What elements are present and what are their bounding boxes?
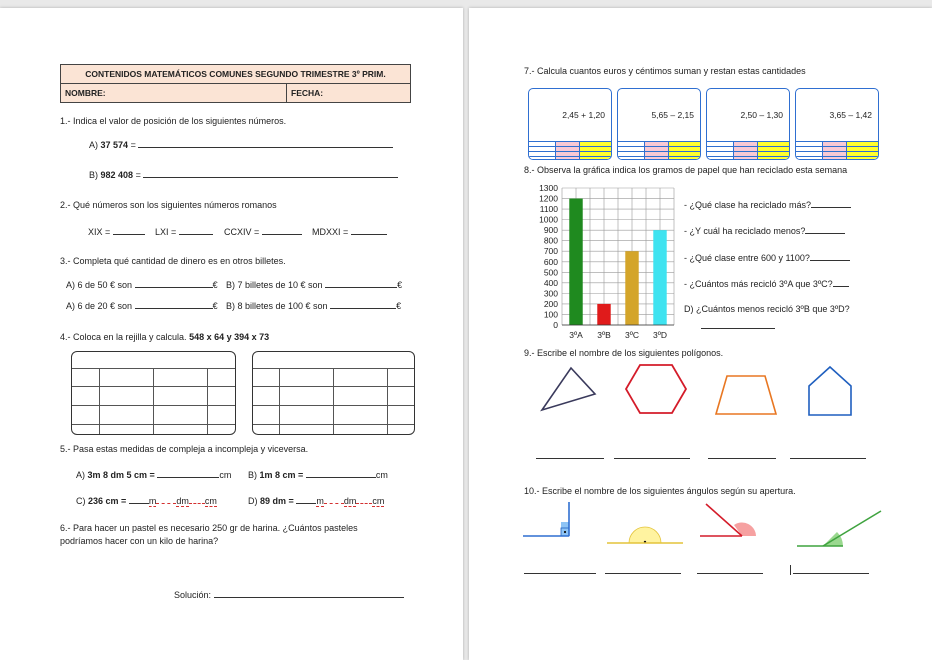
q7-prompt: 7.- Calcula cuantos euros y céntimos suman y restan estas cantidades [524, 66, 806, 76]
pentagon-shape [807, 364, 855, 418]
q5-d: D) 89 dm = m dm cm [248, 496, 385, 506]
right-angle-figure [521, 500, 579, 552]
q10-answer-line[interactable] [524, 573, 596, 574]
q9-answer-line[interactable] [790, 458, 866, 459]
q9-prompt: 9.- Escribe el nombre de los siguientes polígonos. [524, 348, 724, 358]
q3-row1-b: B) 7 billetes de 10 € son € [226, 280, 403, 290]
q8-question-3: - ¿Qué clase entre 600 y 1100? [684, 253, 850, 263]
q5-c: C) 236 cm = m dm cm [76, 496, 217, 506]
chart-y-tick-label: 300 [543, 288, 558, 299]
acute-angle-figure [795, 508, 885, 548]
q1-a-eq: = [130, 140, 136, 150]
q1-a-label: A) [89, 140, 98, 150]
chart-y-tick-label: 500 [543, 267, 558, 278]
q3-row1-a: A) 6 de 50 € son € [66, 280, 218, 290]
q8-answer-line[interactable] [811, 207, 851, 208]
q1-b-number: 982 408 [100, 170, 134, 180]
multiplication-grid-2[interactable] [252, 351, 415, 435]
q6-prompt-line-1: 6.- Para hacer un pastel es necesario 250 gr de harina. ¿Cuántos pasteles [60, 523, 358, 533]
q8-answer-line[interactable] [805, 233, 845, 234]
calc-box-4[interactable] [795, 88, 879, 160]
q3-answer-line[interactable] [330, 308, 396, 309]
chart-y-tick-label: 1100 [539, 204, 558, 215]
q1-a-number: 37 574 [100, 140, 129, 150]
calc-box-operation: 2,50 – 1,30 [707, 89, 789, 142]
q2-item-3: CCXIV = [224, 227, 302, 237]
q8-question-4: - ¿Cuántos más recicló 3ºA que 3ºC? [684, 279, 849, 289]
hexagon-shape [623, 363, 689, 415]
q3-row2-a: A) 6 de 20 € son € [66, 301, 218, 311]
q5-answer-line[interactable] [157, 477, 219, 478]
q9-answer-line[interactable] [536, 458, 604, 459]
q4-prompt: 4.- Coloca en la rejilla y calcula. 548 x 64 y 394 x 73 [60, 332, 270, 342]
q1-b-eq: = [135, 170, 141, 180]
triangle-shape [539, 364, 599, 414]
q5-b: B) 1m 8 cm = cm [248, 470, 388, 480]
q8-answer-line[interactable] [833, 286, 849, 287]
q2-item-2: LXI = [155, 227, 213, 237]
worksheet-page-1 [0, 8, 463, 660]
q2-answer-line[interactable] [179, 234, 213, 235]
trapezoid-shape [713, 374, 779, 418]
header-table [60, 64, 411, 103]
chart-y-tick-label: 400 [543, 277, 558, 288]
q2-prompt: 2.- Qué números son los siguientes números romanos [60, 200, 277, 210]
chart-y-tick-label: 200 [543, 298, 558, 309]
calc-box-operation: 2,45 + 1,20 [529, 89, 611, 142]
q6-prompt-line-2: podríamos hacer con un kilo de harina? [60, 536, 219, 546]
q10-answer-line[interactable] [793, 573, 869, 574]
chart-bar-1 [569, 199, 582, 325]
calc-box-1[interactable] [528, 88, 612, 160]
calc-box-2[interactable] [617, 88, 701, 160]
q8-question-1: - ¿Qué clase ha reciclado más? [684, 200, 851, 210]
q9-answer-line[interactable] [614, 458, 690, 459]
q3-answer-line[interactable] [325, 287, 397, 288]
q10-answer-line[interactable] [605, 573, 681, 574]
q8-answer-line[interactable] [810, 260, 850, 261]
straight-angle-figure [605, 523, 685, 547]
chart-bar-4 [653, 230, 666, 325]
name-field[interactable]: NOMBRE: [61, 84, 287, 103]
chart-x-tick-label: 3ºC [625, 330, 639, 340]
q1-b-answer-line[interactable] [143, 177, 398, 178]
chart-y-tick-label: 700 [543, 246, 558, 257]
q3-prompt: 3.- Completa qué cantidad de dinero es en otros billetes. [60, 256, 286, 266]
chart-y-tick-label: 800 [543, 235, 558, 246]
q9-answer-line[interactable] [708, 458, 776, 459]
q10-prompt: 10.- Escribe el nombre de los siguientes ángulos según su apertura. [524, 486, 796, 496]
obtuse-angle-figure [696, 500, 766, 552]
q1-a [89, 140, 393, 150]
multiplication-grid-1[interactable] [71, 351, 236, 435]
chart-x-tick-label: 3ºB [597, 330, 611, 340]
worksheet-page-2 [469, 8, 932, 660]
q10-answer-line[interactable] [697, 573, 763, 574]
calc-box-operation: 3,65 – 1,42 [796, 89, 878, 142]
calc-box-3[interactable] [706, 88, 790, 160]
q8-prompt: 8.- Observa la gráfica indica los gramos de papel que han reciclado esta semana [524, 165, 848, 175]
q8-question-2: - ¿Y cuál ha reciclado menos? [684, 226, 845, 236]
chart-y-tick-label: 0 [553, 320, 558, 330]
q2-item-1: XIX = [88, 227, 145, 237]
q2-item-4: MDXXI = [312, 227, 387, 237]
chart-y-tick-label: 1200 [539, 193, 558, 204]
chart-bar-3 [625, 251, 638, 325]
chart-y-tick-label: 1000 [539, 214, 558, 225]
q2-answer-line[interactable] [262, 234, 302, 235]
chart-y-tick-label: 1300 [539, 184, 558, 193]
text-cursor [790, 565, 791, 575]
q6-solution-line[interactable] [214, 597, 404, 598]
q3-answer-line[interactable] [135, 308, 213, 309]
q6-solution: Solución: [174, 590, 404, 600]
worksheet-title: CONTENIDOS MATEMÁTICOS COMUNES SEGUNDO TRIMESTRE 3º PRIM. [61, 65, 411, 84]
q8-question-5: D) ¿Cuántos menos recicló 3ºB que 3ºD? [684, 304, 850, 314]
chart-x-tick-label: 3ºA [569, 330, 583, 340]
chart-y-tick-label: 600 [543, 256, 558, 267]
q1-a-answer-line[interactable] [138, 147, 393, 148]
recycling-bar-chart [524, 184, 684, 344]
q1-b-label: B) [89, 170, 98, 180]
chart-y-tick-label: 900 [543, 225, 558, 236]
q1-prompt: 1.- Indica el valor de posición de los siguientes números. [60, 116, 287, 126]
q3-answer-line[interactable] [135, 287, 213, 288]
q5-answer-line[interactable] [306, 477, 376, 478]
q5-prompt: 5.- Pasa estas medidas de compleja a incompleja y viceversa. [60, 444, 309, 454]
calc-box-operation: 5,65 – 2,15 [618, 89, 700, 142]
q5-a: A) 3m 8 dm 5 cm = cm [76, 470, 232, 480]
date-field[interactable]: FECHA: [287, 84, 411, 103]
q2-answer-line[interactable] [351, 234, 387, 235]
chart-x-tick-label: 3ºD [653, 330, 667, 340]
q4-operations: 548 x 64 y 394 x 73 [189, 332, 270, 342]
chart-y-tick-label: 100 [543, 309, 558, 320]
q8-answer-line[interactable] [701, 328, 775, 329]
q3-row2-b: B) 8 billetes de 100 € son € [226, 301, 402, 311]
q1-b [89, 170, 398, 180]
chart-bar-2 [597, 304, 610, 325]
q2-answer-line[interactable] [113, 234, 145, 235]
